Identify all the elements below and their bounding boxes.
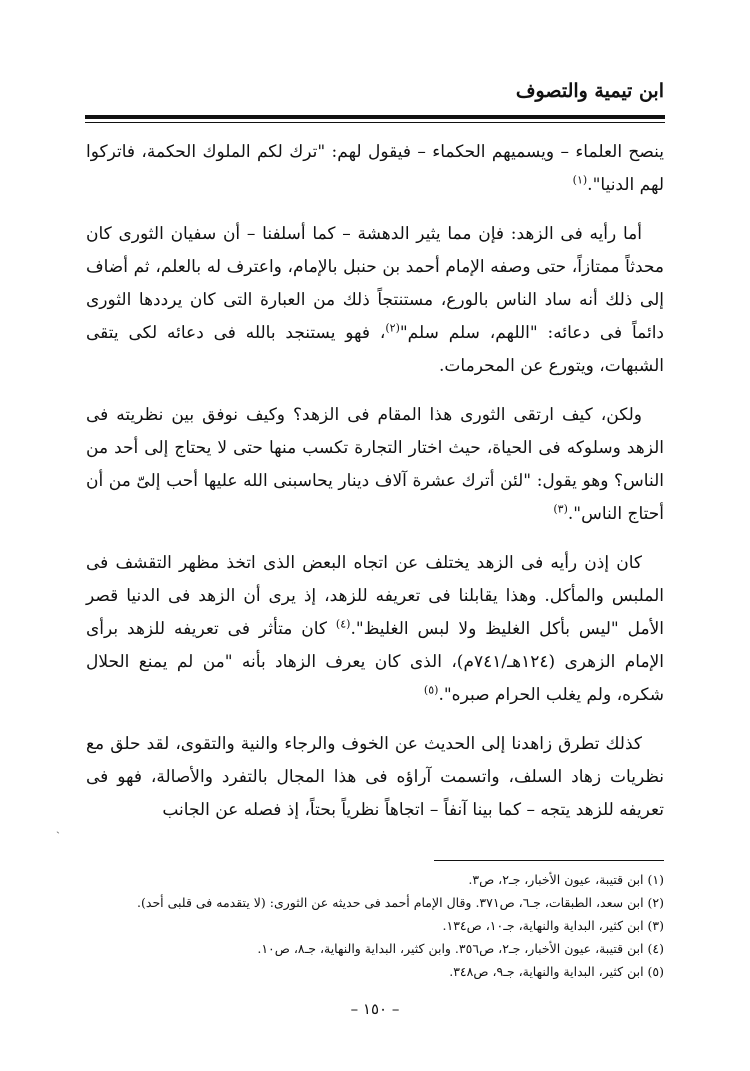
paragraph-3-text: ولكن، كيف ارتقى الثورى هذا المقام فى الزهد؟ وكيف نوفق بين نظريته فى الزهد وسلوكه فى الحياة، حيث اختار التجارة تكسب منها حتى لا يحتاج إلى أحد من الناس؟ وهو يقول: "لئن أترك عشرة آلاف دينار يحاسبنى الله عليها أحب إلىّ من أن أحتاج الناس". <box>86 405 664 524</box>
footnote-ref-2: (٢) <box>385 321 400 335</box>
footnote-ref-5: (٥) <box>423 683 439 697</box>
scan-mark: ˏ <box>56 820 60 834</box>
paragraph-4-text-a: كان إذن رأيه فى الزهد يختلف عن اتجاه البعض الذى اتخذ مظهر التقشف فى الملبس والمأكل. وهذا يقابلنا فى تعريفه للزهد، إذ يرى أن الزهد فى الدنيا قصر الأمل "ليس بأكل الغليظ ولا لبس الغليظ". <box>86 553 664 639</box>
footnote-3: (٣) ابن كثير، البداية والنهاية، جـ١٠، ص١٣٤. <box>442 918 664 933</box>
paragraph-1-text: ينصح العلماء – ويسميهم الحكماء – فيقول لهم: "ترك لكم الملوك الحكمة، فاتركوا لهم الدنيا". <box>86 142 664 195</box>
page-number: – ١٥٠ – <box>350 1000 400 1018</box>
paragraph-5-text: كذلك تطرق زاهدنا إلى الحديث عن الخوف والرجاء والنية والتقوى، لقد حلق مع نظريات زهاد السلف، واتسمت آراؤه فى هذا المجال بالتفرد والأصالة، فهو فى تعريفه للزهد يتجه – كما بينا آنفاً – اتجاهاً نظرياً بحتاً، إذ فصله عن الجانب <box>86 734 665 820</box>
footnote-2: (٢) ابن سعد، الطبقات، جـ٦، ص٣٧١. وقال الإمام أحمد فى حديثه عن الثورى: (لا يتقدمه فى قلبى أحد). <box>137 895 664 910</box>
footnote-5: (٥) ابن كثير، البداية والنهاية، جـ٩، ص٣٤٨. <box>449 964 664 979</box>
footnote-ref-4: (٤) <box>335 617 351 631</box>
footnote-1: (١) ابن قتيبة، عيون الأخبار، جـ٢، ص٣. <box>468 872 664 887</box>
paragraph-5 <box>86 728 664 827</box>
header-rule-thick <box>85 115 665 119</box>
running-title: ابن تيمية والتصوف <box>515 80 664 102</box>
main-text <box>86 136 664 843</box>
paragraph-1 <box>86 136 664 202</box>
paragraph-2 <box>86 218 664 383</box>
paragraph-4 <box>86 547 664 712</box>
footnotes-list <box>64 868 664 983</box>
footnote-ref-3: (٣) <box>553 502 568 516</box>
paragraph-4-text-b: كان متأثر فى تعريفه للزهد برأى الإمام الزهرى (١٢٤هـ/٧٤١م)، الذى كان يعرف الزهاد بأنه "من لم يمنع الحلال شكره، ولم يغلب الحرام صبره". <box>86 619 664 705</box>
header-rule-thin <box>85 122 665 123</box>
paragraph-2-text-b: ، فهو يستنجد بالله فى دعائه لكى يتقى الشبهات، ويتورع عن المحرمات. <box>86 323 664 376</box>
footnote-ref-1: (١) <box>572 173 588 187</box>
paragraph-2-text-a: أما رأيه فى الزهد: فإن مما يثير الدهشة – كما أسلفنا – أن سفيان الثورى كان محدثاً ممتازاً، حتى وصفه الإمام أحمد بن حنبل بالإمام، واعترف له بالعلم، ثم أضاف إلى ذلك أنه ساد الناس بالورع، مستنتجاً ذلك من العبارة التى كان يرددها الثورى دائماً فى دعائه: "اللهم، سلم سلم" <box>86 224 664 343</box>
footnote-4: (٤) ابن قتيبة، عيون الأخبار، جـ٢، ص٣٥٦. وابن كثير، البداية والنهاية، جـ٨، ص١٠. <box>257 941 664 956</box>
footnote-separator <box>434 860 664 861</box>
paragraph-3 <box>86 399 664 531</box>
